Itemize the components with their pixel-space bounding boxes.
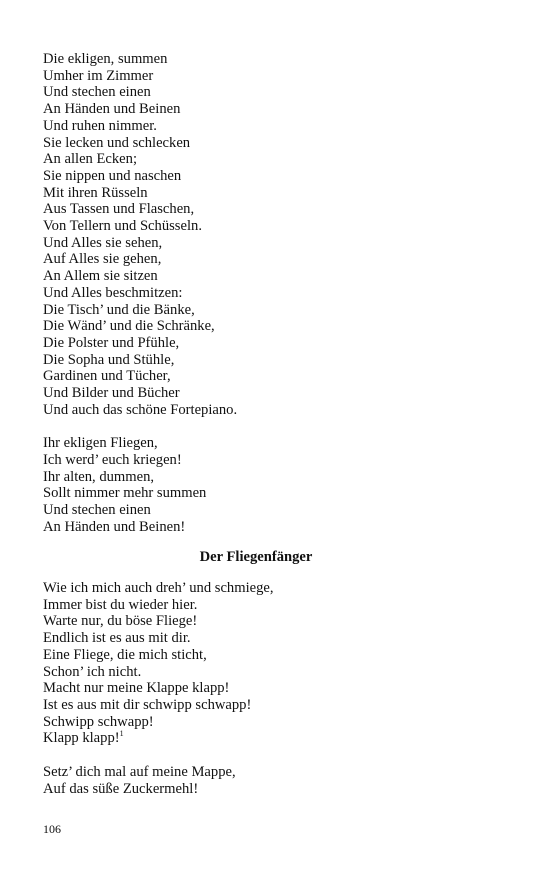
poem-line: Macht nur meine Klappe klapp!: [43, 680, 230, 697]
poem-line: Immer bist du wieder hier.: [43, 596, 198, 613]
heading-gap: [43, 566, 513, 580]
poem-line: Und stechen einen: [43, 84, 151, 101]
poem-line: Ich werd’ euch kriegen!: [43, 451, 182, 468]
poem-line: Warte nur, du böse Fliege!: [43, 613, 198, 630]
poem-line: Sie nippen und naschen: [43, 167, 182, 184]
stanza-gap: [43, 418, 513, 435]
poem-page: [43, 51, 513, 797]
poem-line: Die Polster und Pfühle,: [43, 334, 180, 351]
poem-line: Von Tellern und Schüsseln.: [43, 218, 202, 235]
poem-line-with-footnote: [43, 730, 513, 747]
poem-line: Die Wänd’ und die Schränke,: [43, 318, 215, 335]
poem-line: Schon’ ich nicht.: [43, 663, 142, 680]
poem-line: Und Alles sie sehen,: [43, 234, 163, 251]
stanza-2: [43, 435, 513, 535]
poem-line: Auf Alles sie gehen,: [43, 251, 162, 268]
poem-line: An Händen und Beinen: [43, 101, 181, 118]
poem-line-text: Klapp klapp!: [43, 730, 120, 747]
page-number: 106: [43, 822, 61, 836]
poem-line: Schwipp schwapp!: [43, 713, 154, 730]
poem-line: An allen Ecken;: [43, 151, 138, 168]
poem-line: Sie lecken und schlecken: [43, 134, 191, 151]
poem-line: Ihr alten, dummen,: [43, 468, 155, 485]
poem-line: Die Tisch’ und die Bänke,: [43, 301, 195, 318]
poem-line: Aus Tassen und Flaschen,: [43, 201, 195, 218]
poem-line: Ist es aus mit dir schwipp schwapp!: [43, 697, 252, 713]
poem-line: Ihr ekligen Fliegen,: [43, 435, 158, 452]
poem-line: Mit ihren Rüsseln: [43, 184, 148, 201]
stanza-3: [43, 580, 513, 730]
poem-line: Die Sopha und Stühle,: [43, 351, 175, 368]
poem-line: Endlich ist es aus mit dir.: [43, 630, 191, 647]
poem-line: An Allem sie sitzen: [43, 268, 158, 285]
footnote-marker: 1: [119, 729, 124, 739]
poem-line: Und ruhen nimmer.: [43, 117, 157, 134]
poem-line: Setz’ dich mal auf meine Mappe,: [43, 763, 236, 780]
poem-line: Eine Fliege, die mich sticht,: [43, 646, 207, 663]
poem-line: Und Alles beschmitzen:: [43, 284, 183, 301]
poem-title: Der Fliegenfänger: [199, 549, 313, 566]
poem-line: Und Bilder und Bücher: [43, 385, 180, 402]
poem-line: Umher im Zimmer: [43, 67, 154, 84]
poem-line: Und auch das schöne Fortepiano.: [43, 401, 238, 418]
heading-gap: [43, 535, 513, 549]
stanza-1: [43, 51, 513, 418]
stanza-gap: [43, 747, 513, 764]
poem-line: Und stechen einen: [43, 501, 151, 518]
poem-line: Die ekligen, summen: [43, 51, 168, 67]
poem-line: Wie ich mich auch dreh’ und schmiege,: [43, 580, 274, 597]
stanza-4: [43, 764, 513, 797]
poem-line: An Händen und Beinen!: [43, 518, 186, 535]
poem-line: Gardinen und Tücher,: [43, 368, 171, 385]
poem-line: Auf das süße Zuckermehl!: [43, 780, 199, 797]
poem-line: Sollt nimmer mehr summen: [43, 485, 207, 502]
